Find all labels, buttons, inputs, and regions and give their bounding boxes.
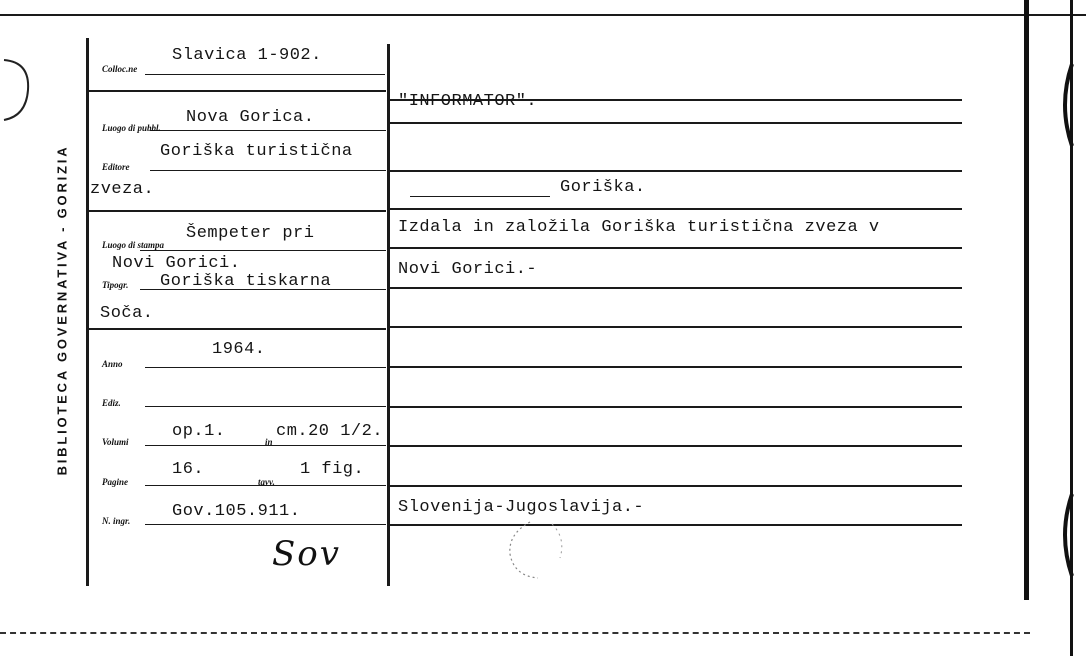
left-rule <box>145 524 386 525</box>
place-label: Luogo di pubbl. <box>102 123 161 133</box>
plates-label: tavv. <box>258 477 275 487</box>
entry-number-value: Gov.105.911. <box>172 502 301 521</box>
print-place-value-2: Novi Gorici. <box>112 254 241 273</box>
right-rule <box>390 208 962 210</box>
publisher-value-2: zveza. <box>90 180 155 199</box>
place-line-value: Goriška. <box>560 178 646 197</box>
print-place-value-1: Šempeter pri <box>186 224 315 243</box>
left-margin-line <box>86 38 89 586</box>
left-rule <box>145 74 385 75</box>
library-stamp: BIBLIOTECA GOVERNATIVA - GORIZIA <box>54 144 70 476</box>
pages-label: Pagine <box>102 477 128 487</box>
left-rule <box>145 367 386 368</box>
collocation-value: Slavica 1-902. <box>172 46 322 65</box>
handwritten-note: Sov <box>272 534 341 574</box>
left-rule <box>145 406 386 407</box>
publisher-value-1: Goriška turistična <box>160 142 353 161</box>
printer-label: Tipogr. <box>102 280 129 290</box>
place-value: Nova Gorica. <box>186 108 315 127</box>
subject-value: Slovenija-Jugoslavija.- <box>398 498 645 517</box>
right-bracket-mark-icon <box>1050 490 1080 580</box>
right-rule <box>390 122 962 124</box>
left-rule <box>88 90 386 92</box>
right-rule <box>390 445 962 447</box>
bottom-dashed-border <box>0 632 1030 634</box>
right-edge-shadow <box>1024 0 1029 600</box>
left-rule <box>88 328 386 330</box>
left-rule <box>140 250 386 251</box>
left-rule <box>150 130 386 131</box>
entry-number-label: N. ingr. <box>102 516 131 526</box>
right-rule <box>390 247 962 249</box>
plates-value: 1 fig. <box>300 460 365 479</box>
top-border <box>0 14 1086 16</box>
edition-label: Ediz. <box>102 398 121 408</box>
right-rule <box>390 524 962 526</box>
hole-punch-mark-icon <box>0 50 36 130</box>
print-place-label: Luogo di stampa <box>102 240 165 250</box>
place-blank-line <box>410 196 550 197</box>
volumes-label: Volumi <box>102 437 129 447</box>
note-value-1: Izdala in založila Goriška turistična zveza v <box>398 218 880 237</box>
right-rule <box>390 287 962 289</box>
year-label: Anno <box>102 359 123 369</box>
left-rule <box>150 170 386 171</box>
printer-value-1: Goriška tiskarna <box>160 272 332 291</box>
right-bracket-mark-icon <box>1050 60 1080 150</box>
right-rule <box>390 485 962 487</box>
printer-value-2: Soča. <box>100 304 154 323</box>
pages-value: 16. <box>172 460 205 479</box>
title-value: "INFORMATOR". <box>398 92 538 111</box>
format-label: in <box>265 437 273 447</box>
year-value: 1964. <box>212 340 266 359</box>
left-rule <box>88 210 386 212</box>
right-rule <box>390 406 962 408</box>
collocation-label: Colloc.ne <box>102 64 138 74</box>
right-rule <box>390 326 962 328</box>
right-rule <box>390 366 962 368</box>
format-value: cm.20 1/2. <box>276 422 384 441</box>
publisher-label: Editore <box>102 162 130 172</box>
right-rule <box>390 170 962 172</box>
note-value-2: Novi Gorici.- <box>398 260 538 279</box>
center-divider-line <box>387 44 390 586</box>
faint-stamp-icon <box>500 514 580 584</box>
volumes-value: op.1. <box>172 422 226 441</box>
